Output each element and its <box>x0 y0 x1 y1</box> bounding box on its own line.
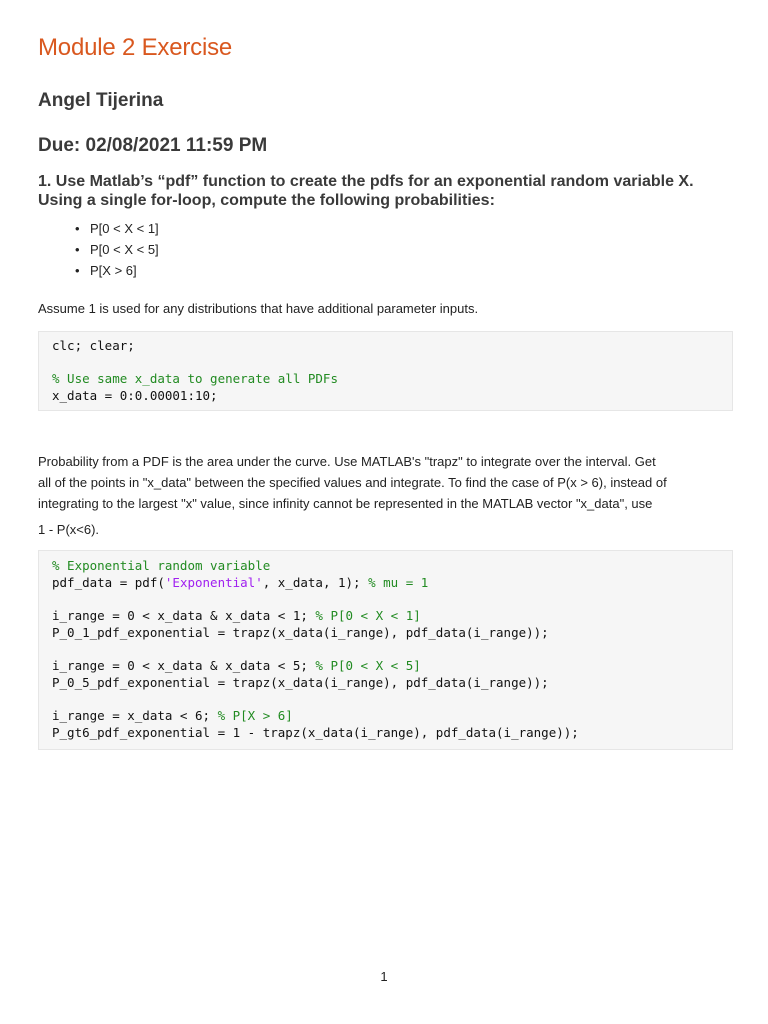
question-line-2: Using a single for-loop, compute the following probabilities: <box>38 192 495 209</box>
list-item-text: P[X > 6] <box>90 263 137 278</box>
code-comment: % P[0 < X < 1] <box>315 608 421 624</box>
bullet-icon: • <box>75 242 80 257</box>
code-line-blank <box>52 355 732 372</box>
code-line <box>52 575 732 592</box>
code-text: , x_data, 1); <box>262 574 369 590</box>
code-comment: % Use same x_data to generate all PDFs <box>52 371 338 387</box>
code-text: i_range = x_data < 6; <box>52 708 218 724</box>
page-number: 1 <box>380 969 388 984</box>
code-line-blank <box>52 692 732 709</box>
author-name: Angel Tijerina <box>38 90 164 111</box>
code-comment: % Exponential random variable <box>52 558 271 573</box>
list-item <box>72 241 159 262</box>
code-comment: % P[0 < X < 5] <box>315 658 421 674</box>
paragraph-line: Probability from a PDF is the area under the curve. Use MATLAB's "trapz" to integrate over the interval. Get <box>38 454 656 469</box>
list-item-text: P[0 < X < 5] <box>90 242 159 257</box>
due-date: Due: 02/08/2021 11:59 PM <box>38 135 268 156</box>
code-comment: % P[X > 6] <box>217 708 293 724</box>
document-title: Module 2 Exercise <box>38 34 233 61</box>
paragraph-line: 1 - P(x<6). <box>38 522 100 537</box>
code-string: 'Exponential' <box>164 574 263 590</box>
code-line <box>52 608 732 625</box>
code-line-blank <box>52 591 732 608</box>
explanation-paragraph <box>38 451 730 514</box>
probability-list <box>72 220 159 283</box>
code-text: i_range = 0 < x_data & x_data < 1; <box>52 608 316 624</box>
code-line: clc; clear; <box>52 338 135 353</box>
code-line <box>52 708 732 725</box>
list-item-text: P[0 < X < 1] <box>90 221 159 236</box>
code-line: P_0_5_pdf_exponential = trapz(x_data(i_range), pdf_data(i_range)); <box>52 674 549 690</box>
bullet-icon: • <box>75 221 80 236</box>
code-comment: % mu = 1 <box>368 574 429 590</box>
paragraph-line: all of the points in "x_data" between the specified values and integrate. To find the case of P(x > 6), instead of <box>38 475 667 490</box>
code-line: P_0_1_pdf_exponential = trapz(x_data(i_range), pdf_data(i_range)); <box>52 624 549 640</box>
question-line-1: 1. Use Matlab’s “pdf” function to create the pdfs for an exponential random variable X. <box>38 173 694 190</box>
code-text: i_range = 0 < x_data & x_data < 5; <box>52 658 316 674</box>
bullet-icon: • <box>75 263 80 278</box>
paragraph-line: integrating to the largest "x" value, since infinity cannot be represented in the MATLAB vector "x_data", use <box>38 496 653 511</box>
question-heading <box>38 172 738 210</box>
assumption-text: Assume 1 is used for any distributions that have additional parameter inputs. <box>38 301 479 316</box>
code-block-setup <box>38 331 733 411</box>
code-line: P_gt6_pdf_exponential = 1 - trapz(x_data(i_range), pdf_data(i_range)); <box>52 724 579 740</box>
list-item <box>72 262 159 283</box>
code-line-blank <box>52 641 732 658</box>
code-line <box>52 658 732 675</box>
code-block-exponential <box>38 550 733 750</box>
code-text: pdf_data = pdf( <box>52 574 165 590</box>
list-item <box>72 220 159 241</box>
code-line: x_data = 0:0.00001:10; <box>52 388 218 404</box>
